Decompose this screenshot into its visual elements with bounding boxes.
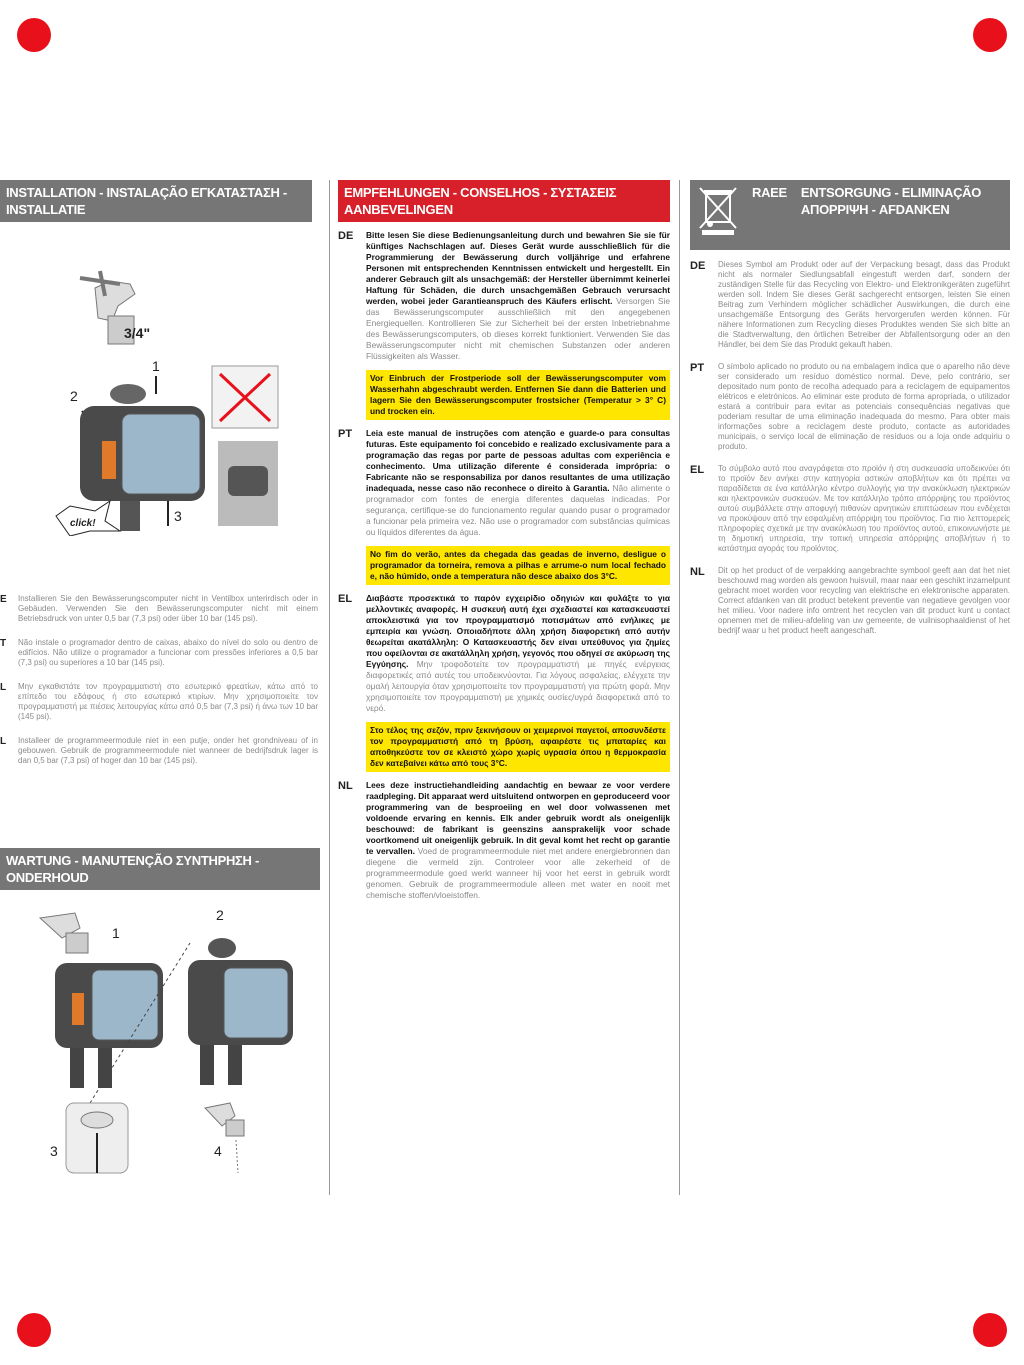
recommendations-header: EMPFEHLUNGEN - CONSELHOS - ΣΥΣΤΑΣΕΙΣ AANBEVELINGEN (338, 180, 670, 222)
column-divider-right (679, 180, 680, 1195)
installation-notes (0, 594, 318, 766)
middle-column (338, 180, 670, 901)
disposal-de: DE Dieses Symbol am Produkt oder auf der Verpackung besagt, dass das Produkt nicht als normaler Siedlungsabfall eingestuft werden darf, sondern der zuständigen Stelle für das Recycling von Elektro- und Elektronikgeräten zugeführt werden soll. Indem Sie dieses Gerät sachgerecht entsorgen, leisten Sie einen Beitrag zum Verhindern möglicher schädlicher Auswirkungen, die durch eine unsachgemäße Entsorgung des Geräts hervorgerufen werden können. Für nähere Informationen zum Recycling dieses Produktes wenden Sie sich bitte an die Stadtverwaltung, den örtlichen Betreiber der Abfallentsorgung oder an den Händler, bei dem Sie das Produkt gekauft haben. (690, 260, 1010, 349)
thread-size-label: 3/4" (124, 325, 151, 341)
installation-figure (0, 226, 320, 536)
right-column (690, 180, 1010, 636)
disposal-el: EL Το σύμβολο αυτό που αναγράφεται στο προϊόν ή στη συσκευασία υποδεικνύει ότι το προϊόν δεν ανήκει στην κατηγορία αστικών αποβλήτων και ότι πρέπει να παραδίδεται σε ένα κατάλληλο κέντρο συλλογής για την ανακύκλωση ηλεκτρικών και ηλεκτρονικών συσκευών. Με τον κατάλληλο τρόπο απόρριψης του προϊόντος αυτού συμβάλλετε στην αποφυγή πιθανών αρνητικών επιπτώσεων που ενδέχεται να προκύψουν από την εσφαλμένη απόρριψη του προϊόντος. Για πιο λεπτομερείς πληροφορίες σχετικά με την ανακύκλωση του προϊόντος αυτού, επικοινωνήστε με τη δημοτική υπηρεσία, την τοπική υπηρεσία απόρριψης αποβλήτων ή το κατάστημα αγοράς του προϊόντος. (690, 464, 1010, 553)
disposal-pt: PT O símbolo aplicado no produto ou na embalagem indica que o aparelho não deve ser considerado um resíduo doméstico normal. Deve, pelo contrário, ser depositado num ponto de recolha adequado para a reciclagem de equipamentos elétricos e eletrónicos. Ao eliminar este produto de forma apropriada, o utilizador estará a contribuir para evitar as potenciais consequências negativas que poderiam resultar de uma eliminação inadequada do mesmo. Para obter mais informações sobre a reciclagem deste produto, contacte as autoridades municipais, o serviço local de eliminação de resíduos ou a loja onde adquiriu o produto. (690, 362, 1010, 451)
disposal-notes (690, 260, 1010, 636)
frost-warning-de: Vor Einbruch der Frostperiode soll der Bewässerungscomputer vom Wasserhahn abgeschraubt werden. Entfernen Sie dann die Batterien und lagern Sie den Bewässerungscomputer frostsicher (Temperatur > 3° C) und trocken ein. (366, 370, 670, 420)
maint-step-2: 2 (216, 907, 224, 923)
column-divider-left (329, 180, 330, 1195)
left-column (0, 180, 320, 1159)
maint-step-3: 3 (50, 1143, 58, 1159)
maint-step-1: 1 (112, 925, 120, 941)
note-pt: T Não instale o programador dentro de caixas, abaixo do nível do solo ou dentro de edifícios. Não utilize o programador a funcionar com pressões inferiores a 0,5 bar (7,3 psi) ou superiores a 10 bar (145 psi). (0, 638, 318, 667)
step-3-label: 3 (174, 508, 182, 524)
recommendations-de: DE Bitte lesen Sie diese Bedienungsanleitung durch und bewahren Sie sie für künftiges Nachschlagen auf. Dieses Gerät wurde ausschließlich für die Programmierung der Bewässerung durch volljährige und erfahrene Personen mit entsprechenden Kenntnissen entwickelt und hergestellt. Ein anderer Gebrauch gilt als unsachgemäß: der Hersteller übernimmt keinerlei Haftung für Schäden, die durch unsachgemäßen Gebrauch verursacht werden, wobei jeder Garantieanspruch des Käufers erlischt. Versorgen Sie das Bewässerungscomputer ausschließlich mit den angegebenen Energiequellen. Kontrollieren Sie zur Sicherheit bei der ersten Inbetriebnahme des Bewässerungscomputers, ob dieses korrekt funktioniert. Verwenden Sie das Bewässerungscomputer nicht mit chemischen Substanzen oder anderen Flüssigkeiten als Wasser. Vor Einbruch der Frostperiode soll der Bewässerungscomputer vom Wasserhahn abgeschraubt werden. Entfernen Sie dann die Batterien und lagern Sie den Bewässerungscomputer frostsicher (Temperatur > 3° C) und trocken ein. (338, 230, 670, 420)
note-el: L Μην εγκαθιστάτε τον προγραμματιστή στο εσωτερικό φρεατίων, κάτω από το επίπεδο του εδάφους ή στο εσωτερικό κτιρίων. Μην χρησιμοποιείτε τον προγραμματιστή με πιέσεις λειτουργίας κάτω από 0,5 bar (7,3 psi) ή άνω των 10 bar (145 psi). (0, 682, 318, 721)
note-nl: L Installeer de programmeermodule niet in een putje, onder het grondniveau of in gebouwen. Gebruik de programmeermodule niet wanneer de bedrijfsdruk lager is dan 0,5 bar (7,3 psi) of hoger dan 10 bar (145 psi). (0, 736, 318, 765)
connector-detail-icon (218, 441, 278, 526)
recommendations-el: EL Διαβάστε προσεκτικά το παρόν εγχειρίδιο οδηγιών και φυλάξτε το για μελλοντικές αναφορές. Η συσκευή αυτή έχει σχεδιαστεί και κατασκευαστεί αποκλειστικά για τον προγραμματισμό ποτισμάτων από ενήλικες με εμπειρία και γνώση. Οποιαδήποτε άλλη χρήση διαφορετική από αυτήν θεωρείται ακατάλληλη: Ο Κατασκευαστής δεν είναι υπεύθυνος για ζημίες που οφείλονται σε ακατάλληλη χρήση, γεγονός που οδηγεί σε ακύρωση της Εγγύησης. Μην τροφοδοτείτε τον προγραμματιστή με πηγές ενέργειας διαφορετικές από αυτές του υποδεικνύονται. Για λόγους ασφαλείας, ελέγχετε την ομαλή λειτουργία όταν χρησιμοποιείτε τον προγραμματιστή για πρώτη φορά. Μην χρησιμοποιείτε τον προγραμματιστή με χημικές ουσίες/υγρά διαφορετικά από το νερό. Στο τέλος της σεζόν, πριν ξεκινήσουν οι χειμερινοί παγετοί, αποσυνδέστε τον προγραμματιστή από τη βρύση, αφαιρέστε τις μπαταρίες και αποθηκεύστε τον σε κλειστό χώρο χωρίς υγρασία όπου η θερμοκρασία δεν κατεβαίνει κάτω από τους 3°C. (338, 593, 670, 772)
frost-warning-el: Στο τέλος της σεζόν, πριν ξεκινήσουν οι χειμερινοί παγετοί, αποσυνδέστε τον προγραμματιστή από τη βρύση, αφαιρέστε τις μπαταρίες και αποθηκεύστε τον σε κλειστό χώρο χωρίς υγρασία όπου η θερμοκρασία δεν κατεβαίνει κάτω από τους 3°C. (366, 722, 670, 772)
registration-mark-bottom-right (973, 1313, 1007, 1347)
disposal-header (690, 180, 1010, 250)
raee-label: RAEE (752, 185, 787, 200)
water-timer-icon (55, 963, 163, 1088)
recommendations-pt: PT Leia este manual de instruções com atenção e guarde-o para consultas futuras. Este equipamento foi concebido e realizado exclusivamente para a programação das regas por parte de pessoas adultas com experiência e conhecimento. Uma utilização diferente é considerada imprópria: o Fabricante não se responsabiliza por danos resultantes de uma utilização inadequada, nesse caso não reconhece o direito à Garantia. Não alimente o programador com fontes de energia diferentes daquelas indicadas. Por segurança, certifique-se do funcionamento regular quando pusar o programador a funcionar pela primeira vez. Não use o programador com substâncias químicas ou líquidos diferentes da água. No fim do verão, antes da chegada das geadas de inverno, desligue o programador da torneira, remova a pilhas e arrume-o num local fechado e, não húmido, onde a temperatura não desce abaixo dos 3°C. (338, 428, 670, 585)
step-2-label: 2 (70, 388, 78, 404)
maintenance-header: WARTUNG - MANUTENÇÃO ΣΥΝΤΗΡΗΣΗ - ONDERHOUD (0, 848, 320, 890)
registration-mark-top-right (973, 18, 1007, 52)
faucet-icon (205, 1103, 244, 1173)
recommendations-nl: NL Lees deze instructiehandleiding aandachtig en bewaar ze voor verdere raadpleging. Dit apparaat werd uitsluitend ontworpen en geproduceerd voor programmering van de besproeiing en wel door volwassenen met voldoende ervaring en kennis. Elk ander gebruik wordt als oneigenlijk beschouwd: de fabrikant is geenszins aansprakelijk voor schade voortkomend uit oneigenlijk gebruik. In dit geval komt het recht op garantie te vervallen. Voed de programmeermodule niet met andere energiebronnen dan diegene die vermeld zijn. Controleer voor alle zekerheid of de programmeermodule goed werkt wanneer hij voor het eerst in gebruik wordt genomen. Gebruik de programmeermodule alleen met water en nooit met chemische stoffen/vloeistoffen. (338, 780, 671, 900)
frost-warning-pt: No fim do verão, antes da chegada das geadas de inverno, desligue o programador da torneira, remova a pilhas e arrume-o num local fechado e, não húmido, onde a temperatura não desce abaixo dos 3°C. (366, 546, 670, 585)
step-1-label: 1 (152, 358, 160, 374)
registration-mark-bottom-left (17, 1313, 51, 1347)
weee-bin-icon (696, 184, 740, 236)
water-timer-icon (188, 938, 293, 1085)
installation-header: INSTALLATION - INSTALAÇÃO ΕΓΚΑΤΑΣΤΑΣΗ - INSTALLATIE (0, 180, 312, 222)
maintenance-figure (0, 898, 320, 1198)
click-label: click! (70, 518, 96, 529)
maint-step-4: 4 (214, 1143, 222, 1159)
no-tool-icon (212, 366, 278, 428)
registration-mark-top-left (17, 18, 51, 52)
disposal-title: ENTSORGUNG - ELIMINAÇÃO ΑΠΟΡΡΙΨΗ - AFDANKEN (800, 185, 982, 217)
faucet-icon (40, 913, 88, 953)
disposal-nl: NL Dit op het product of de verpakking aangebrachte symbool geeft aan dat het niet beschouwd mag worden als gewoon huisvuil, maar naar een geschikt inzamelpunt gebracht moet worden voor recycling van elektrische en elektronische apparaten. Correct afdanken van dit product betekent preventie van negatieve gevolgen voor het milieu. Voor nadere info omtrent het recyclen van dit product kunt u contact opnemen met de milieu-afdeling van uw gemeente, de vuilnisophaaldienst of het bedrijf waar u het product heeft aangeschaft. (690, 566, 1010, 635)
note-de: E Installieren Sie den Bewässerungscomputer nicht in Ventilbox unterirdisch oder in Gebäuden. Verwenden Sie den Bewässerungscomputer nicht mit einem Betriebsdruck von unter 0,5 bar (7,3 psi) oder über 10 bar (145 psi). (0, 594, 318, 623)
filter-detail-icon (66, 1103, 128, 1173)
